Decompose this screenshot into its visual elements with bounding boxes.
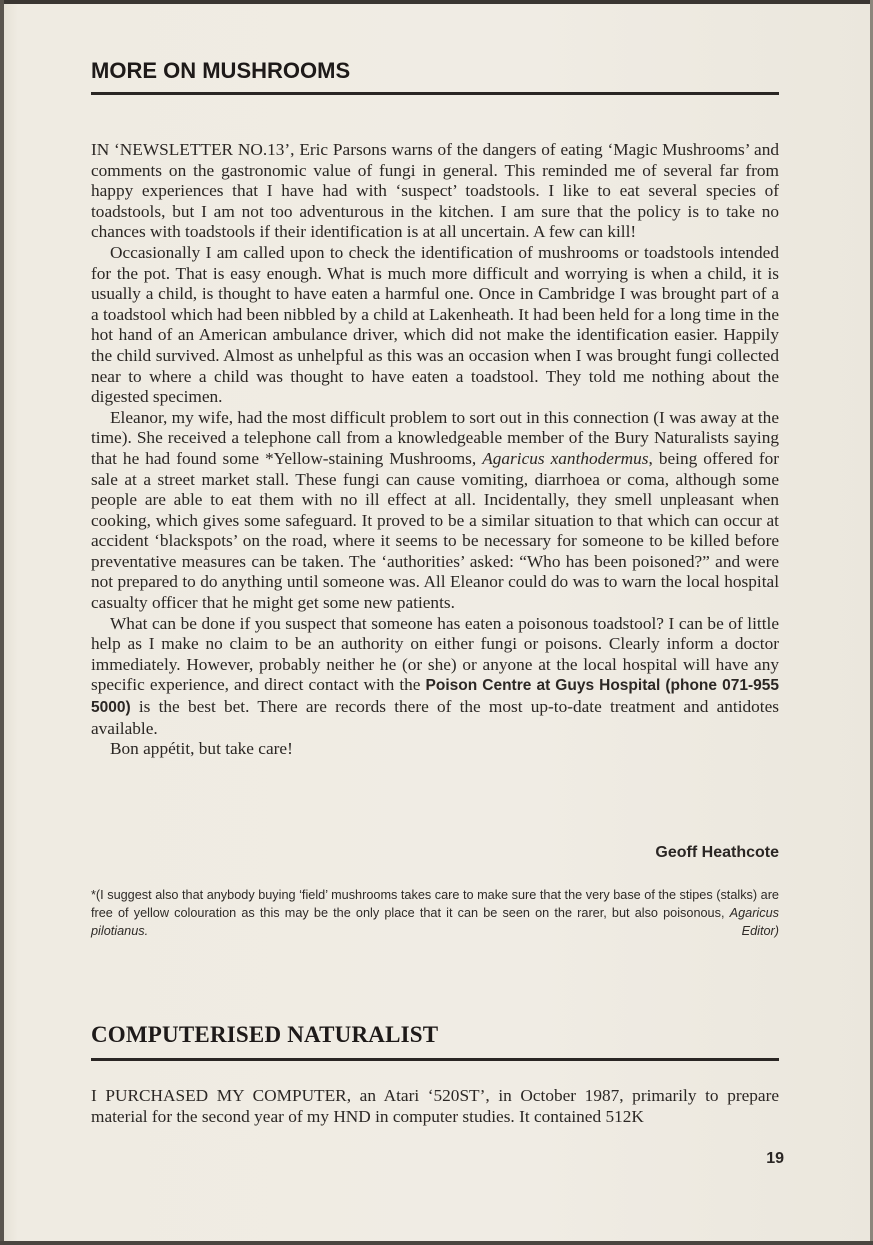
paragraph: Occasionally I am called upon to check the identification of mushrooms or toadstools intended for the pot. That is easy enough. What is much more difficult and worrying is when a child, it is usually a child, is thought to have eaten a harmful one. Once in Cambridge I was brought part of a a toadstool which had been nibbled by a child at Lakenheath. It had been held for a long time in the hot hand of an American ambulance driver, which did not make the identification easier. Happily the child survived. Almost as unhelpful as this was an occasion when I was brought fungi collected near to where a child was thought to have eaten a toadstool. They told me nothing about the digested specimen. bbox=[91, 242, 779, 407]
paragraph-text: Eleanor, my wife, had the most difficult problem to sort out in this connection (I was away at the time). She received a telephone call from a knowledgeable member of the Bury Naturalists saying that he had found some *Yellow-staining Mushrooms, bbox=[91, 407, 779, 468]
paragraph bbox=[91, 408, 779, 614]
scan-edge-left bbox=[0, 0, 4, 1245]
paragraph-text: is the best bet. There are records there of the most up-to-date treatment and antidotes available. bbox=[91, 697, 779, 738]
footnote-text: *(I suggest also that anybody buying ‘field’ mushrooms takes care to make sure that the very base of the stipes (stalks) are free of yellow colouration as this may be the only place that it can be seen on the rarer, but also poisonous, bbox=[91, 888, 779, 920]
author-signature: Geoff Heathcote bbox=[655, 844, 779, 861]
paragraph-text: What can be done if you suspect that someone has eaten a poisonous toadstool? I can be of little help as I make no claim to be an authority on either fungi or poisons. Clearly inform a doctor immediately. However, probably neither he (or she) or anyone at the local hospital will have any specific experience, and direct contact with the bbox=[91, 613, 779, 695]
species-name: Agaricus xanthodermus bbox=[482, 448, 649, 468]
editor-footnote bbox=[91, 886, 779, 940]
paragraph: IN ‘NEWSLETTER NO.13’, Eric Parsons warns of the dangers of eating ‘Magic Mushrooms’ and comments on the gastronomic value of fungi in general. This reminded me of several far from happy experiences that I have had with ‘suspect’ toadstools. I like to eat several species of toadstools, but I am not too adventurous in the kitchen. I am sure that the policy is to take no chances with toadstools if their identification is at all uncertain. A few can kill! bbox=[91, 140, 779, 242]
article-body-computerised: I PURCHASED MY COMPUTER, an Atari ‘520ST’, in October 1987, primarily to prepare material for the second year of my HND in computer studies. It contained 512K bbox=[91, 1086, 779, 1126]
paragraph bbox=[91, 614, 779, 740]
article-body-mushrooms bbox=[91, 140, 779, 760]
scan-edge-bottom bbox=[0, 1241, 873, 1245]
title-rule bbox=[91, 92, 779, 95]
section-title-mushrooms: MORE ON MUSHROOMS bbox=[91, 58, 351, 83]
scan-edge-top bbox=[0, 0, 873, 4]
section-title-computerised: COMPUTERISED NATURALIST bbox=[91, 1022, 439, 1047]
page-number: 19 bbox=[766, 1150, 784, 1167]
paragraph-text: , being offered for sale at a street market stall. These fungi can cause vomiting, diarrhoea or coma, although some people are able to eat them with no ill effect at all. Incidentally, they smell unpleasant when cooking, which gives some safeguard. It proved to be a similar situation to that which can occur at accident ‘blackspots’ on the road, where it seems to be necessary for someone to be killed before preventative measures can be taken. The ‘authorities’ asked: “Who has been poisoned?” and were not prepared to do anything until someone was. All Eleanor could do was to warn the local hospital casualty officer that he might get some new patients. bbox=[91, 448, 779, 613]
poison-centre-contact: Poison Centre at Guys Hospital (phone 071-955 5000) bbox=[91, 677, 779, 717]
species-name: Agaricus pilotianus. bbox=[91, 906, 779, 938]
title-rule bbox=[91, 1058, 779, 1061]
paragraph: Bon appétit, but take care! bbox=[110, 739, 293, 759]
footnote-editor-credit: Editor) bbox=[741, 924, 779, 938]
